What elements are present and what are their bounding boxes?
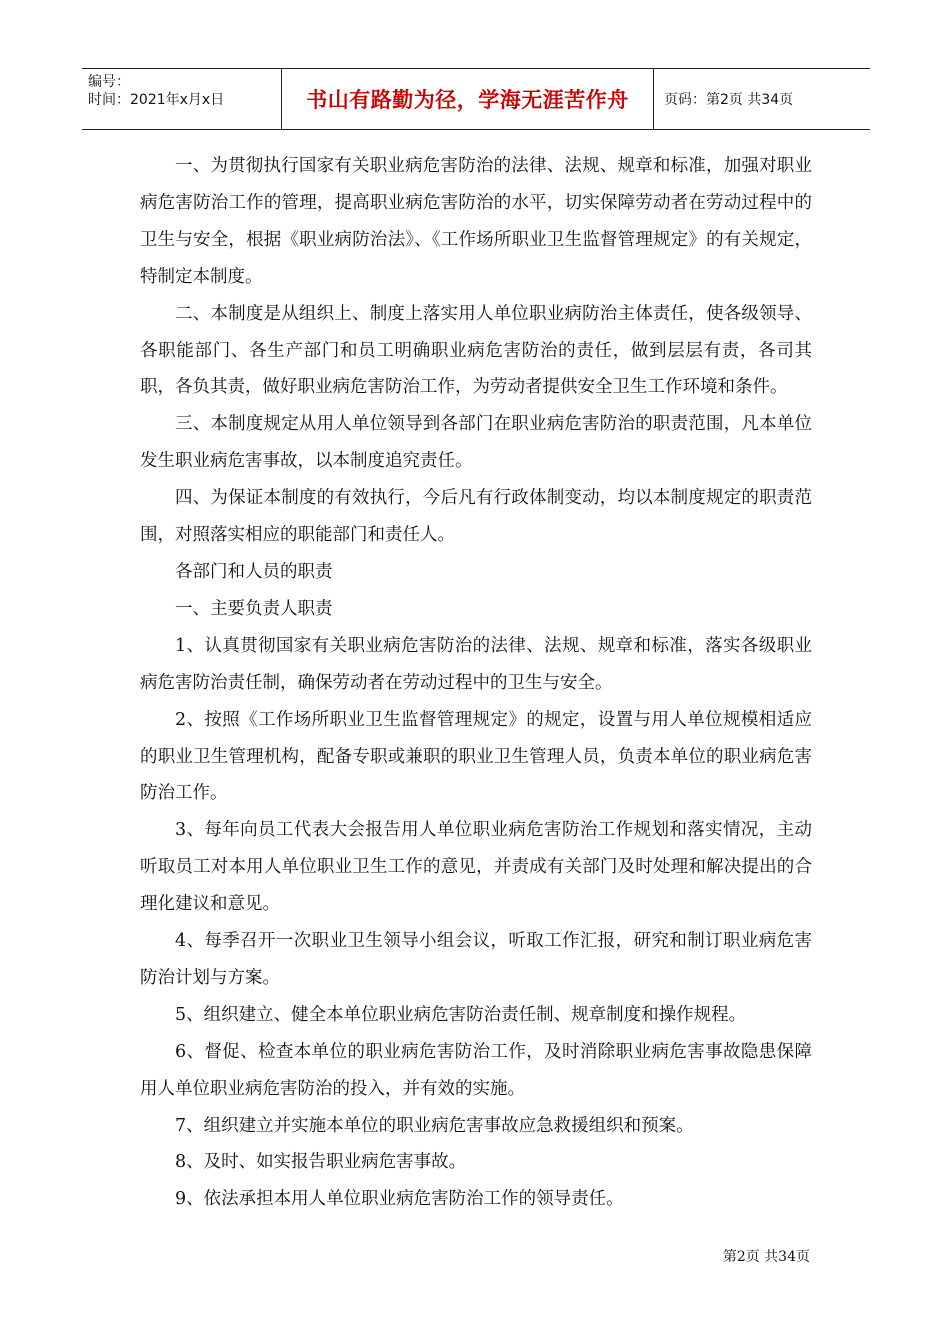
- list-item: 1、认真贯彻国家有关职业病危害防治的法律、法规、规章和标准，落实各级职业病危害防治责任制，确保劳动者在劳动过程中的卫生与安全。: [140, 635, 812, 693]
- header-page-cell: [654, 69, 870, 129]
- paragraph: 一、为贯彻执行国家有关职业病危害防治的法律、法规、规章和标准，加强对职业病危害防治工作的管理，提高职业病危害防治的水平，切实保障劳动者在劳动过程中的卫生与安全，根据《职业病防治法》、《工作场所职业卫生监督管理规定》的有关规定，特制定本制度。: [140, 156, 812, 287]
- subsection-heading: 一、主要负责人职责: [175, 598, 333, 619]
- document-time-label: 时间：2021年x月x日: [88, 92, 225, 108]
- header-motto: 书山有路勤为径，学海无涯苦作舟: [306, 88, 629, 112]
- paragraph: 三、本制度规定从用人单位领导到各部门在职业病危害防治的职责范围，凡本单位发生职业病危害事故，以本制度追究责任。: [140, 414, 812, 472]
- header-page-label: 页码：第2页 共34页: [664, 92, 794, 108]
- list-item: 9、依法承担本用人单位职业病危害防治工作的领导责任。: [175, 1189, 624, 1210]
- list-item: 5、组织建立、健全本单位职业病危害防治责任制、规章制度和操作规程。: [175, 1004, 747, 1025]
- header-meta-cell: [82, 69, 282, 129]
- paragraph: 四、为保证本制度的有效执行，今后凡有行政体制变动，均以本制度规定的职责范围，对照落实相应的职能部门和责任人。: [140, 488, 812, 546]
- document-body: [140, 148, 812, 1218]
- page-header: [82, 68, 870, 130]
- document-number-label: 编号：: [88, 74, 130, 90]
- page-footer: 第2页 共34页: [722, 1249, 810, 1265]
- list-item: 3、每年向员工代表大会报告用人单位职业病危害防治工作规划和落实情况，主动听取员工对本用人单位职业卫生工作的意见，并责成有关部门及时处理和解决提出的合理化建议和意见。: [140, 820, 812, 915]
- list-item: 8、及时、如实报告职业病危害事故。: [175, 1152, 467, 1173]
- list-item: 6、督促、检查本单位的职业病危害防治工作，及时消除职业病危害事故隐患保障用人单位职业病危害防治的投入，并有效的实施。: [140, 1041, 812, 1099]
- header-motto-cell: [282, 69, 654, 129]
- section-heading: 各部门和人员的职责: [175, 561, 333, 582]
- list-item: 2、按照《工作场所职业卫生监督管理规定》的规定，设置与用人单位规模相适应的职业卫生管理机构，配备专职或兼职的职业卫生管理人员，负责本单位的职业病危害防治工作。: [140, 709, 812, 804]
- list-item: 4、每季召开一次职业卫生领导小组会议，听取工作汇报，研究和制订职业病危害防治计划与方案。: [140, 931, 812, 988]
- paragraph: 二、本制度是从组织上、制度上落实用人单位职业病防治主体责任，使各级领导、各职能部门、各生产部门和员工明确职业病危害防治的责任，做到层层有责，各司其职，各负其责，做好职业病危害防治工作，为劳动者提供安全卫生工作环境和条件。: [140, 303, 812, 398]
- list-item: 7、组织建立并实施本单位的职业病危害事故应急救援组织和预案。: [175, 1115, 694, 1136]
